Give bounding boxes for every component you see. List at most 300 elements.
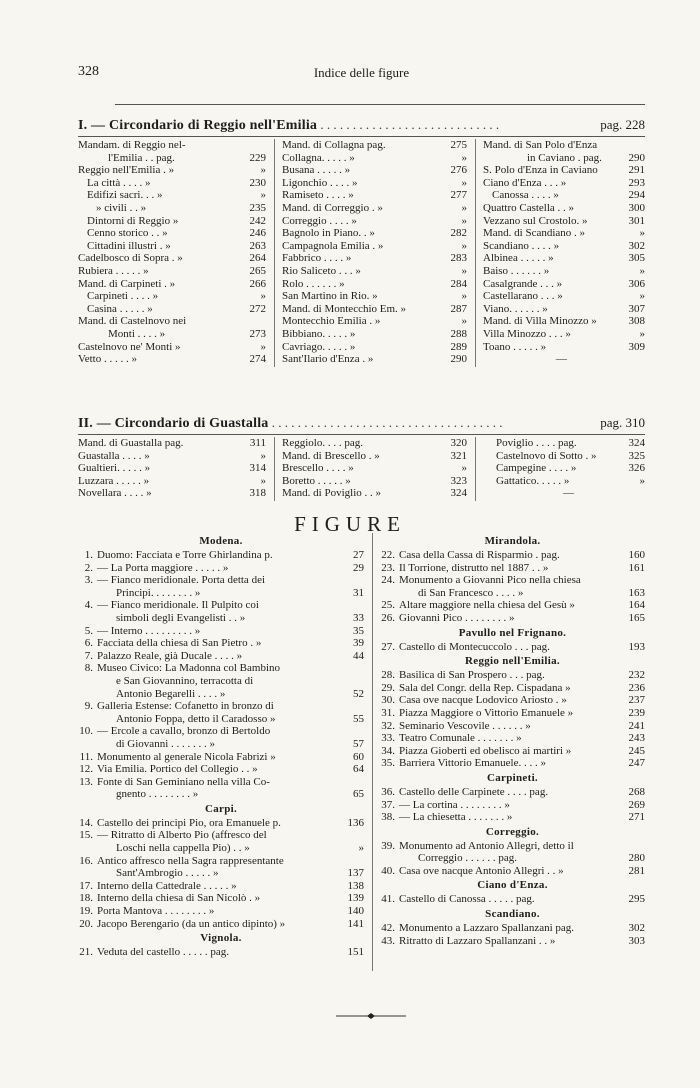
end-ornament xyxy=(336,1012,406,1020)
figure-entry xyxy=(78,587,364,600)
entry-page: 242 xyxy=(249,214,266,227)
figure-number: 38. xyxy=(381,811,395,824)
index-entry xyxy=(78,341,266,354)
column-divider xyxy=(475,437,476,501)
figure-group-heading: Correggio. xyxy=(485,825,540,838)
entry-page: 293 xyxy=(628,176,645,189)
figure-page: 302 xyxy=(628,922,645,935)
entry-page: 264 xyxy=(249,252,266,265)
figure-caption: Monumento al generale Nicola Fabrizi » xyxy=(97,750,276,763)
index-entry xyxy=(496,462,645,475)
index-entry xyxy=(78,215,266,228)
figure-caption: — Fianco meridionale. Il Pulpito coi xyxy=(97,599,259,612)
figure-number: 39. xyxy=(381,839,395,852)
entry-text: Reggiolo. . . . pag. xyxy=(282,437,363,449)
entry-text: Gualtieri. . . . . » xyxy=(78,462,151,475)
figure-page: 141 xyxy=(347,917,364,930)
figure-entry xyxy=(380,707,645,720)
entry-text: Guastalla . . . . » xyxy=(78,449,150,462)
figure-group-heading: Carpi. xyxy=(204,802,238,815)
entry-text: Quattro Castella . . » xyxy=(483,201,575,214)
entry-text: Vezzano sul Crostolo. » xyxy=(483,214,588,227)
figure-page: 271 xyxy=(628,811,645,824)
figure-entry xyxy=(380,922,645,935)
figure-page: 138 xyxy=(347,879,364,892)
entry-page: 229 xyxy=(249,151,266,164)
figure-page: 35 xyxy=(353,624,364,637)
figure-page: 151 xyxy=(347,946,364,959)
entry-page: » xyxy=(461,176,467,189)
figure-caption: Galleria Estense: Cofanetto in bronzo di xyxy=(97,700,274,713)
entry-page: » xyxy=(639,327,645,340)
entry-text: Rolo . . . . . . » xyxy=(282,277,345,290)
entry-page: » xyxy=(461,151,467,164)
section-2-rule xyxy=(78,434,645,435)
figure-caption: Porta Mantova . . . . . . . . » xyxy=(97,905,215,918)
figure-page: 245 xyxy=(628,744,645,757)
figure-entry xyxy=(78,725,364,738)
index-entry xyxy=(282,265,467,278)
index-entry xyxy=(282,290,467,303)
index-entry xyxy=(483,315,645,328)
index-entry xyxy=(496,475,645,488)
figure-number: 6. xyxy=(84,637,93,650)
entry-text: Scandiano . . . . » xyxy=(483,239,560,252)
figure-number: 16. xyxy=(79,854,93,867)
figure-number: 7. xyxy=(84,649,93,662)
index-entry xyxy=(78,177,266,190)
entry-page: 300 xyxy=(628,201,645,214)
entry-page: 320 xyxy=(450,437,467,449)
index-entry xyxy=(483,303,645,316)
figure-caption: — Interno . . . . . . . . . » xyxy=(97,624,201,637)
figure-entry xyxy=(380,599,645,612)
section-2-column-3 xyxy=(496,437,645,500)
figure-page: 269 xyxy=(628,798,645,811)
figure-caption: Piazza Maggiore o Vittorio Emanuele » xyxy=(399,706,574,719)
section-2-title: II. — Circondario di Guastalla . . . . . . . . . . . . . . . . . . . . . . . . . . . . . . . . . . . . pag. 310 xyxy=(78,415,645,431)
entry-page: 291 xyxy=(628,164,645,177)
figure-page: 29 xyxy=(353,561,364,574)
entry-text: Campegine . . . . » xyxy=(496,462,577,475)
entry-page: » xyxy=(461,201,467,214)
figure-entry xyxy=(380,732,645,745)
index-entry xyxy=(282,202,467,215)
figure-entry xyxy=(380,587,645,600)
figure-caption: Correggio . . . . . . pag. xyxy=(418,852,517,865)
figure-number: 14. xyxy=(79,816,93,829)
figure-number: 28. xyxy=(381,669,395,682)
figure-entry xyxy=(78,776,364,789)
entry-text: S. Polo d'Enza in Caviano xyxy=(483,164,598,177)
figure-number: 31. xyxy=(381,706,395,719)
figure-page: 268 xyxy=(628,785,645,798)
figure-caption: Basilica di San Prospero . . . pag. xyxy=(399,669,545,682)
figure-entry xyxy=(380,682,645,695)
entry-page: 306 xyxy=(628,277,645,290)
entry-text: Casalgrande . . . » xyxy=(483,277,563,290)
figure-page: 136 xyxy=(347,816,364,829)
figure-number: 4. xyxy=(84,599,93,612)
index-entry xyxy=(282,227,467,240)
entry-page: 284 xyxy=(450,277,467,290)
index-entry xyxy=(483,139,645,152)
index-entry xyxy=(483,328,645,341)
index-entry xyxy=(483,240,645,253)
index-entry xyxy=(282,328,467,341)
entry-text: Mand. di Brescello . » xyxy=(282,449,380,462)
figure-page: 280 xyxy=(628,852,645,865)
figure-number: 1. xyxy=(84,549,93,561)
entry-page: 265 xyxy=(249,264,266,277)
figure-entry xyxy=(78,829,364,842)
figure-page: 236 xyxy=(628,681,645,694)
entry-text: Mand. di Correggio . » xyxy=(282,201,383,214)
figure-caption: Duomo: Facciata e Torre Ghirlandina p. xyxy=(97,549,273,561)
figure-number: 3. xyxy=(84,574,93,587)
figure-entry xyxy=(78,763,364,776)
entry-page: 324 xyxy=(450,487,467,500)
entry-text: Bibbiano. . . . . » xyxy=(282,327,356,340)
figure-entry xyxy=(380,745,645,758)
entry-page: 276 xyxy=(450,164,467,177)
figure-caption: Il Torrione, distrutto nel 1887 . . » xyxy=(399,561,549,574)
entry-page: » xyxy=(260,340,266,353)
index-entry xyxy=(282,462,467,475)
figure-number: 29. xyxy=(381,681,395,694)
entry-page: » xyxy=(461,315,467,328)
section-2-column-2 xyxy=(282,437,467,500)
figure-entry xyxy=(78,892,364,905)
figure-number: 20. xyxy=(79,917,93,930)
figure-number: 35. xyxy=(381,757,395,770)
figure-entry xyxy=(78,905,364,918)
figure-page: 165 xyxy=(628,611,645,624)
figure-number: 42. xyxy=(381,922,395,935)
index-entry xyxy=(496,487,645,500)
entry-page: 294 xyxy=(628,189,645,202)
figure-number: 40. xyxy=(381,864,395,877)
index-entry xyxy=(282,164,467,177)
index-entry xyxy=(78,353,266,366)
figure-number: 21. xyxy=(79,946,93,959)
entry-page: 283 xyxy=(450,252,467,265)
figure-number: 5. xyxy=(84,624,93,637)
index-entry xyxy=(282,177,467,190)
entry-text: Ramiseto . . . . » xyxy=(282,189,354,202)
figure-entry xyxy=(78,549,364,562)
figure-entry xyxy=(380,799,645,812)
entry-page: 263 xyxy=(249,239,266,252)
entry-text: Mand. di Carpineti . » xyxy=(78,277,176,290)
figure-caption: Casa della Cassa di Risparmio . pag. xyxy=(399,549,560,561)
entry-text: La città . . . . » xyxy=(87,176,151,189)
entry-text: Ciano d'Enza . . . » xyxy=(483,176,567,189)
entry-text: Toano . . . . . » xyxy=(483,340,547,353)
figure-caption: simboli degli Evangelisti . . » xyxy=(116,611,246,624)
entry-text: Baiso . . . . . . » xyxy=(483,264,550,277)
figure-entry xyxy=(78,688,364,701)
entry-page: 309 xyxy=(628,340,645,353)
entry-text: l'Emilia . . pag. xyxy=(108,151,175,164)
figure-page: 160 xyxy=(628,549,645,561)
section-2-heading: II. — Circondario di Guastalla xyxy=(78,416,269,431)
figure-caption: Casa ove nacque Lodovico Ariosto . » xyxy=(399,694,567,707)
index-entry xyxy=(78,278,266,291)
figure-group-heading: Reggio nell'Emilia. xyxy=(465,655,560,668)
figure-caption: di Giovanni . . . . . . . » xyxy=(116,737,215,750)
column-divider xyxy=(274,139,275,367)
entry-page: » xyxy=(260,164,266,177)
column-divider xyxy=(274,437,275,501)
figure-caption: gnento . . . . . . . . » xyxy=(116,788,199,801)
figure-page: 60 xyxy=(353,750,364,763)
index-entry xyxy=(282,450,467,463)
figure-entry xyxy=(380,562,645,575)
index-entry xyxy=(78,462,266,475)
index-entry xyxy=(282,189,467,202)
figure-page: 281 xyxy=(628,864,645,877)
section-1-title: I. — Circondario di Reggio nell'Emilia . . . . . . . . . . . . . . . . . . . . . . . . . . . . pag. 228 xyxy=(78,117,645,133)
figure-entry xyxy=(380,669,645,682)
entry-text: Reggio nell'Emilia . » xyxy=(78,164,175,177)
entry-text: Mand. di Castelnovo nei xyxy=(78,315,187,328)
entry-page: » xyxy=(461,264,467,277)
index-entry xyxy=(78,240,266,253)
figure-page: 140 xyxy=(347,905,364,918)
section-1-rule xyxy=(78,136,645,137)
figure-caption: e San Giovannino, terracotta di xyxy=(116,674,254,687)
figure-caption: Fonte di San Geminiano nella villa Co- xyxy=(97,775,270,788)
figure-caption: Castello di Montecuccolo . . . pag. xyxy=(399,640,550,653)
figure-caption: — Ritratto di Alberto Pio (affresco del xyxy=(97,829,267,842)
index-entry xyxy=(282,240,467,253)
figure-entry xyxy=(78,880,364,893)
entry-text: Gattatico. . . . . » xyxy=(496,474,570,487)
index-entry xyxy=(78,152,266,165)
entry-text: Mand. di Guastalla pag. xyxy=(78,437,184,449)
running-title: Indice delle figure xyxy=(313,65,410,80)
figure-caption: Barriera Vittorio Emanuele. . . . » xyxy=(399,757,546,770)
figure-entry xyxy=(380,549,645,562)
entry-page: 273 xyxy=(249,327,266,340)
figure-number: 17. xyxy=(79,879,93,892)
entry-page: 311 xyxy=(249,437,266,449)
index-entry xyxy=(483,164,645,177)
figure-group-heading: Carpineti. xyxy=(487,771,538,784)
figure-caption: di San Francesco . . . . » xyxy=(418,586,524,599)
figure-page: 31 xyxy=(353,586,364,599)
index-entry xyxy=(496,450,645,463)
entry-page: » xyxy=(260,290,266,303)
index-entry xyxy=(483,202,645,215)
entry-page: 289 xyxy=(450,340,467,353)
index-entry xyxy=(483,152,645,165)
figure-number: 2. xyxy=(84,561,93,574)
figure-number: 36. xyxy=(381,785,395,798)
figure-number: 13. xyxy=(79,775,93,788)
figure-caption: Piazza Gioberti ed obelisco ai martiri » xyxy=(399,744,572,757)
figure-caption: Castello dei principi Pio, ora Emanuele p. xyxy=(97,816,281,829)
figure-group-heading: Vignola. xyxy=(200,932,242,945)
section-1-page: pag. 228 xyxy=(596,117,645,133)
figure-caption: Ritratto di Lazzaro Spallanzani . . » xyxy=(399,934,556,947)
entry-text: Poviglio . . . . pag. xyxy=(496,437,577,449)
entry-text: » civili . . » xyxy=(96,201,147,214)
figure-caption: Interno della chiesa di San Nicolò . » xyxy=(97,892,261,905)
figure-page: 137 xyxy=(347,867,364,880)
figure-caption: Museo Civico: La Madonna col Bambino xyxy=(97,662,280,675)
figure-page: 163 xyxy=(628,586,645,599)
figure-caption: Seminario Vescovile . . . . . . » xyxy=(399,719,531,732)
index-entry xyxy=(78,290,266,303)
figures-right-column xyxy=(380,533,645,947)
figure-number: 9. xyxy=(84,700,93,713)
figure-entry xyxy=(78,637,364,650)
figure-page: 139 xyxy=(347,892,364,905)
entry-page: 323 xyxy=(450,474,467,487)
entry-text: San Martino in Rio. » xyxy=(282,290,378,303)
figure-number: 19. xyxy=(79,905,93,918)
entry-page: » xyxy=(260,189,266,202)
entry-page: » xyxy=(260,449,266,462)
figure-page: 303 xyxy=(628,934,645,947)
section-1-column-1 xyxy=(78,139,266,366)
figure-caption: Castello delle Carpinete . . . . pag. xyxy=(399,785,549,798)
entry-text: Vetto . . . . . » xyxy=(78,353,137,366)
entry-text: Campagnola Emilia . » xyxy=(282,239,384,252)
figure-number: 12. xyxy=(79,763,93,776)
entry-page: » xyxy=(461,214,467,227)
entry-page: 287 xyxy=(450,302,467,315)
figure-caption: Monumento a Giovanni Pico nella chiesa xyxy=(399,574,581,587)
index-entry xyxy=(78,202,266,215)
entry-text: Castellarano . . . » xyxy=(483,290,563,303)
entry-text: Edifizi sacri. . . » xyxy=(87,189,163,202)
index-entry xyxy=(483,341,645,354)
figure-page: 164 xyxy=(628,599,645,612)
figure-caption: Loschi nella cappella Pio) . . » xyxy=(116,842,250,855)
index-entry xyxy=(78,189,266,202)
figure-page: 232 xyxy=(628,669,645,682)
figure-caption: Antonio Foppa, detto il Caradosso » xyxy=(116,712,276,725)
entry-page: 301 xyxy=(628,214,645,227)
index-entry xyxy=(282,487,467,500)
index-entry xyxy=(78,139,266,152)
figure-entry xyxy=(78,650,364,663)
figure-number: 41. xyxy=(381,893,395,906)
entry-text: Mand. di Collagna pag. xyxy=(282,139,386,151)
entry-page: » xyxy=(461,239,467,252)
index-entry xyxy=(483,278,645,291)
index-entry xyxy=(282,252,467,265)
entry-page: 275 xyxy=(450,139,467,151)
figure-number: 11. xyxy=(79,750,93,763)
figure-number: 32. xyxy=(381,719,395,732)
index-entry xyxy=(483,265,645,278)
figure-entry xyxy=(78,946,364,959)
figure-entry xyxy=(380,720,645,733)
figure-caption: Antonio Begarelli . . . . » xyxy=(116,687,226,700)
figure-page: 243 xyxy=(628,732,645,745)
entry-text: Carpineti . . . . » xyxy=(87,290,159,303)
entry-page: » xyxy=(639,474,645,487)
figure-caption: Monumento ad Antonio Allegri, detto il xyxy=(399,839,574,852)
index-entry xyxy=(483,189,645,202)
figure-entry xyxy=(380,852,645,865)
figure-page: 65 xyxy=(353,788,364,801)
figure-entry xyxy=(380,612,645,625)
entry-text: Mand. di Scandiano . » xyxy=(483,227,586,240)
entry-page: 288 xyxy=(450,327,467,340)
entry-text: Mand. di Montecchio Em. » xyxy=(282,302,407,315)
index-entry xyxy=(282,215,467,228)
section-2-column-1 xyxy=(78,437,266,500)
entry-text: Sant'Ilario d'Enza . » xyxy=(282,353,374,366)
figure-number: 25. xyxy=(381,599,395,612)
entry-text: Rio Saliceto . . . » xyxy=(282,264,361,277)
index-entry xyxy=(78,450,266,463)
figure-entry xyxy=(78,625,364,638)
figure-entry xyxy=(78,713,364,726)
figure-number: 26. xyxy=(381,611,395,624)
section-2-page: pag. 310 xyxy=(596,415,645,431)
index-entry xyxy=(483,353,645,366)
figure-number: 10. xyxy=(79,725,93,738)
figure-number: 34. xyxy=(381,744,395,757)
entry-text: Dintorni di Reggio » xyxy=(87,214,179,227)
figure-caption: Interno della Cattedrale . . . . . » xyxy=(97,879,237,892)
entry-text: Albinea . . . . . » xyxy=(483,252,554,265)
entry-page: » xyxy=(461,462,467,475)
figure-number: 18. xyxy=(79,892,93,905)
figure-page: 193 xyxy=(628,640,645,653)
figure-caption: Palazzo Reale, già Ducale . . . . » xyxy=(97,649,243,662)
figures-left-column xyxy=(78,533,364,959)
entry-page: » xyxy=(639,264,645,277)
figure-entry xyxy=(78,662,364,675)
index-entry xyxy=(78,328,266,341)
figure-page: 295 xyxy=(628,893,645,906)
entry-page: 272 xyxy=(249,302,266,315)
figure-page: 39 xyxy=(353,637,364,650)
index-entry xyxy=(282,278,467,291)
figure-entry xyxy=(380,786,645,799)
entry-text: Villa Minozzo . . . » xyxy=(483,327,571,340)
figure-entry xyxy=(380,935,645,948)
entry-page: 266 xyxy=(249,277,266,290)
index-entry xyxy=(78,487,266,500)
entry-page: 324 xyxy=(628,437,645,449)
figure-entry xyxy=(78,738,364,751)
figure-entry xyxy=(380,694,645,707)
index-entry xyxy=(483,252,645,265)
figure-page: 55 xyxy=(353,712,364,725)
figure-number: 15. xyxy=(79,829,93,842)
entry-page: » xyxy=(639,290,645,303)
entry-page: 277 xyxy=(450,189,467,202)
entry-page: 274 xyxy=(249,353,266,366)
entry-text: Cadelbosco di Sopra . » xyxy=(78,252,183,265)
index-entry xyxy=(282,303,467,316)
figure-entry xyxy=(78,918,364,931)
figure-group-heading: Modena. xyxy=(199,535,243,547)
index-entry xyxy=(78,227,266,240)
figure-number: 43. xyxy=(381,934,395,947)
entry-text: Collagna. . . . . » xyxy=(282,151,355,164)
figure-entry xyxy=(78,562,364,575)
figure-number: 37. xyxy=(381,798,395,811)
